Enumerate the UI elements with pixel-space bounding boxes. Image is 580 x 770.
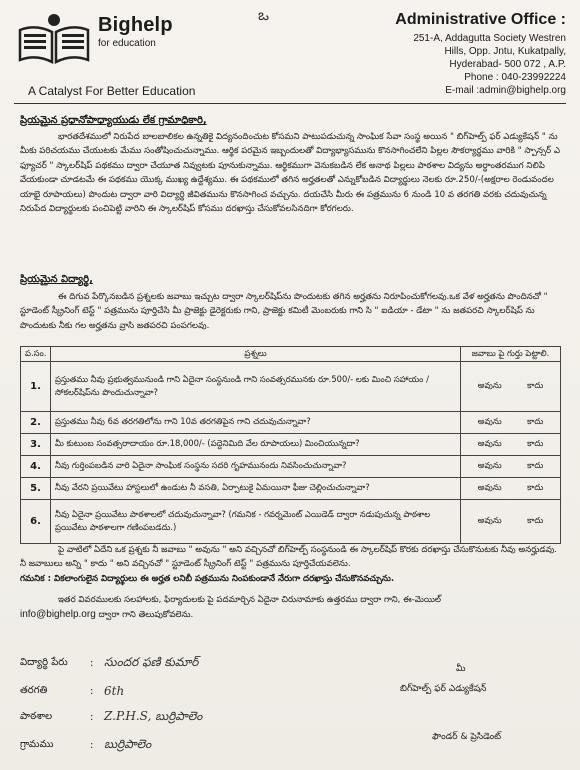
answer-yes[interactable]: అవును [477,416,502,426]
contact-paragraph: ఇతర వివరములకు సలహాలకు, ఫిర్యాదులకు పై పదమార్చిన ఏదైనా చిరునామాకు ఉత్తరము ద్వారా గాని, ఈ-మెయిల్ [58,595,441,605]
handwritten-mark: ఒ [258,6,269,24]
office-email: E-mail :admin@bighelp.org [445,85,566,96]
question-text: మీ కుటుంబ సంవత్సరాదాయం రూ.18,000/- (పద్దెనిమిది వేల రూపాయలు) మించియున్నదా? [51,434,461,456]
salutation-student: ప్రియమైన విద్యార్థి, [20,274,93,285]
table-row [21,456,561,478]
table-row [21,478,561,500]
table-header-row [21,347,561,362]
column-header: జవాబు పై గుర్తు పెట్టాలి. [461,347,561,362]
screening-questions-table [20,346,561,544]
signature-org: బిగ్‌హెల్ప్ ఫర్ ఎడ్యుకేషన్ [400,684,487,694]
student-name-field[interactable]: సుందర ఫణి కుమార్ [104,654,199,669]
question-text: నీవు గుర్తింపబడిన వారి ఏదైనా సాంఘిక సంస్థను సదరి గృహమునందు నివసించుచున్నావా? [51,456,461,478]
signature-you: మీ [456,664,466,674]
village-label: గ్రామము [20,739,54,750]
tagline: A Catalyst For Better Education [28,84,196,98]
student-paragraph: ఈ దిగువ పేర్కొనబడిన ప్రశ్నలకు జవాబు ఇచ్చుట ద్వారా స్కాలర్‌షిప్‌ను పొందుటకు తగిన అర్హతను నిరూపించుకోగలవు.ఒక వేళ అర్హతను పొందినచో " స్టూడెంట్ స్క్రీనింగ్ టెస్ట్ " పత్రమును పూర్తిచేసి మీ ప్రాజెక్టు డైరెక్టరుకు గాని, ప్రాజెక్టు కమిటీ మెంబరుకు గాని సి " ఐడియా - డేటా " ను జతపరచి స్కాలర్‌షిప్ ను పొందుటకు నీకు గల అర్హతను వ్రాసి జతపరచి పంపగలవు. [20,292,548,331]
answer-yes[interactable]: అవును [477,438,502,448]
answer-no[interactable]: కాదు [527,438,544,448]
contact-line [20,608,560,622]
answer-yes[interactable]: అవును [477,482,502,492]
table-row [21,500,561,544]
question-number: 5. [21,478,51,500]
office-line: Hills, Opp. Jntu, Kukatpally, [444,46,566,57]
question-number: 1. [21,362,51,412]
answer-options [461,456,561,478]
village-field[interactable]: బుర్రిపాలెం [104,736,152,751]
school-label: పాఠశాల [20,711,53,722]
table-row [21,362,561,412]
answer-no[interactable]: కాదు [527,515,544,525]
question-text: ప్రస్తుతము నీవు 6వ తరగతిలోను గాని 10వ తరగతిపైన గాని చదువుచున్నావా? [51,412,461,434]
answer-no[interactable]: కాదు [527,416,544,426]
student-name-row: విద్యార్థి పేరు : సుందర ఫణి కుమార్ [20,652,198,674]
question-number: 3. [21,434,51,456]
signature-title: ఫౌండర్ & ప్రెసిడెంట్ [432,732,502,742]
class-field[interactable]: 6th [104,684,125,698]
column-header: ప.సం. [21,347,51,362]
question-text: నీవు ఏదైనా ప్రయివేటు పాఠశాలలో చదువుచున్నావా? (గమనిక - గవర్నమెంట్ ఎయిడెడ్ ద్వారా నడుపుచున్న పాఠశాల ప్రయివేటు పాఠశాలగా గణింపబడదు.) [51,500,461,544]
brand-name: Bighelp [98,14,173,36]
answer-options [461,434,561,456]
answer-yes[interactable]: అవును [477,460,502,470]
village-row: గ్రామము : బుర్రిపాలెం [20,734,151,756]
student-name-label: విద్యార్థి పేరు [20,657,68,668]
salutation-headmaster: ప్రియమైన ప్రధానోపాధ్యాయుడు లేక గ్రామాధికారి, [20,115,207,126]
office-line: Hyderabad- 500 072 , A.P. [449,59,566,70]
table-row [21,412,561,434]
question-number: 6. [21,500,51,544]
administrative-office [346,10,566,97]
contact-email-link[interactable]: info@bighelp.org [20,609,96,620]
answer-yes[interactable]: అవును [477,515,502,525]
brand-sub: for education [98,38,156,49]
bighelp-logo-icon [16,12,92,68]
note: గమనిక : వికలాంగులైన విద్యార్థులు ఈ అర్హత లనిబీ పత్రమును నింపకుండానే నేరుగా దరఖాస్తు చేసుకొనవచ్చును. [20,574,395,584]
school-row: పాఠశాల : Z.P.H.S, బుర్రిపాలెం [20,706,202,728]
office-title: Administrative Office : [395,11,566,28]
answer-no[interactable]: కాదు [527,482,544,492]
brand [98,14,173,49]
question-text: నీవు వేరని ప్రయివేటు హాస్టలులో ఉండుట నీ వసతి, ఏర్పాటుకై ఏమయినా ఫీజు చెల్లించుచున్నావా? [51,478,461,500]
column-header: ప్రశ్నలు [51,347,461,362]
class-label: తరగతి [20,685,48,696]
answer-no[interactable]: కాదు [527,380,544,390]
answer-yes[interactable]: అవును [477,380,502,390]
answer-options [461,412,561,434]
question-number: 2. [21,412,51,434]
answer-no[interactable]: కాదు [527,460,544,470]
question-number: 4. [21,456,51,478]
contact-tail: ద్వారా గాని తెలుపుకోవలెను. [95,610,194,620]
office-line: 251-A, Addagutta Society Westren [413,33,566,44]
answer-options [461,362,561,412]
eligibility-paragraph: పై వాటిలో ఏదేని ఒక ప్రశ్నకు నీ జవాబు " అవును " అని వచ్చినచో బిగ్‌హెల్ప్ సంస్థనుండి ఈ స్కాలర్‌షిప్ కొరకు దరఖాస్తు చేసుకొనుటకు నీవు అనర్హుడవు. నీ జవాబులు అన్ని " కాదు " అని వచ్చినచో " స్టూడెంట్ స్క్రీనింగ్ టెస్ట్ " పత్రమును పూర్తిచేయవలెను. [20,545,558,570]
intro-paragraph: భారతదేశములో నిరుపేద బాలబాలికల ఉన్నతికై విద్యనందించుట కోసమని పాటుపడుచున్న సాంఘిక సేవా సంస్థ అయిన " బిగ్‌హెల్ప్ ఫర్ ఎడ్యుకేషన్ " ను మీకు పరిచయము చేయుటకు మేము సంతోషించుచున్నాము. ఆర్థిక పరమైన ఇబ్బందులతో విద్యాభ్యాసమును కొనసాగించలేని పిల్లల సౌకర్యార్థము వారికి " స్పాన్సర్ ఎ ఫ్యూచర్ " స్కాలర్‌షిప్ పథకము ద్వారా చేయూత నివ్వుటకు పూనుకున్నాము. ఆర్థికముగా వెనుకబడిన లేక అనాథ పిల్లలు పాఠశాల విద్యను అర్ధాంతరముగ నిలిపి వేయకుండా చూడటమే ఈ పథకము యొక్క ముఖ్య ఉద్దేశ్యము. ఈ పథకములో తగిన అర్హతలతో ఎన్నుకోబడిన విద్యార్థులు నెలకు రూ.250/-(అక్షరాల రెండువందల యాభై రూపాయలు) పొందుట ద్వారా వారి విద్యార్థి జీవితమును కొనసాగించ వచ్చును. దయచేసి మీరు ఈ పత్రమును 6 నుండి 10 వ తరగతి వరకు చదువుచున్న నిరుపేద విద్యార్థులకు పంచిపెట్టి వారిని ఈ స్కాలర్‌షిప్ కోసము దరఖాస్తు చేసుకోవలసినదిగా కోరగలరు. [20,132,560,215]
answer-options [461,478,561,500]
table-row [21,434,561,456]
office-phone: Phone : 040-23992224 [464,72,566,83]
school-field[interactable]: Z.P.H.S, బుర్రిపాలెం [104,708,203,723]
header-divider [14,103,566,104]
answer-options [461,500,561,544]
question-text: ప్రస్తుతము నీవు ప్రభుత్వమునుండి గాని ఏదైనా సంస్థనుండి గాని సంవత్సరమునకు రూ.500/- లకు మించి సహాయం / సోకలర్‌షిప్‌ను పొందుచున్నావా? [51,362,461,412]
class-row: తరగతి : 6th [20,684,125,698]
